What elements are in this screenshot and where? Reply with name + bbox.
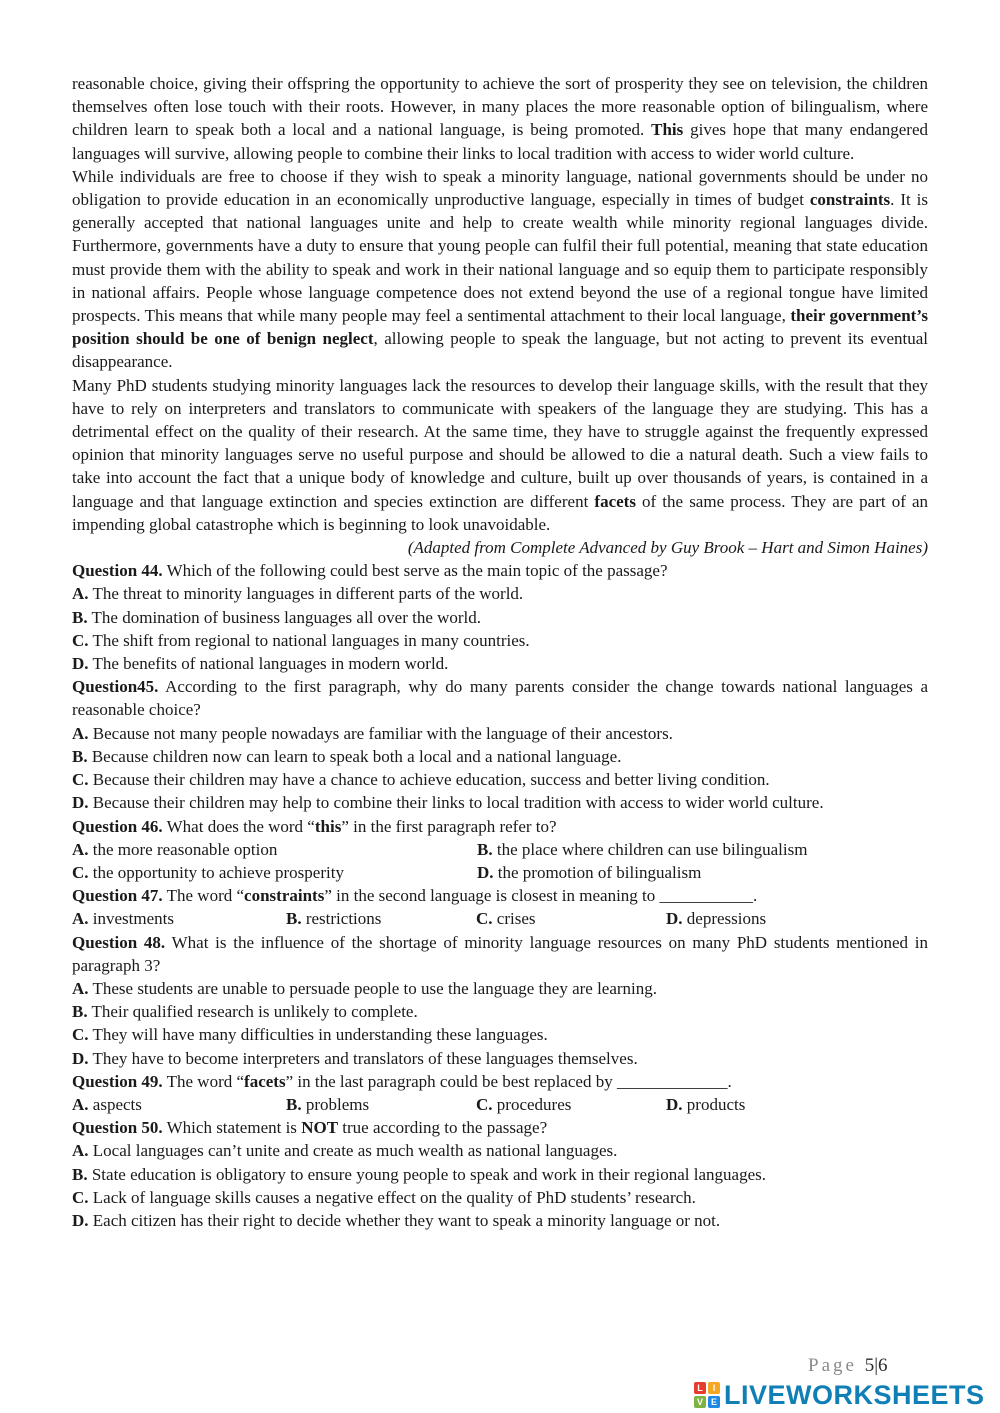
option-letter: A. [72, 584, 89, 604]
option-text: Because their children may help to combine their links to local tradition with access to wider world culture. [88, 793, 824, 813]
question-text: The word “ [162, 886, 245, 906]
q50-option-d[interactable] [72, 1209, 928, 1232]
question-50 [72, 1116, 928, 1139]
logo-tile: L [694, 1382, 706, 1394]
passage-text: reasonable choice, giving their offspring the opportunity to achieve the sort of prosperity they see on television, the children themselves often lose touch with their roots. However, in many places the more reasonable option of bilingualism, where children learn to speak both a local and a national language, is being promoted. [72, 74, 928, 140]
option-letter: A. [72, 723, 89, 743]
passage-paragraph-3 [72, 374, 928, 536]
question-keyword: this [314, 816, 342, 836]
option-letter: C. [72, 770, 89, 790]
option-letter: C. [72, 1187, 89, 1207]
option-letter: D. [72, 1048, 89, 1068]
option-text: State education is obligatory to ensure young people to speak and work in their regional languages. [87, 1164, 766, 1184]
option-text: crises [492, 909, 536, 929]
option-text: restrictions [301, 909, 382, 929]
q49-option-b[interactable] [286, 1093, 476, 1116]
q46-option-d[interactable] [477, 861, 928, 884]
option-text: Because not many people nowadays are familiar with the language of their ancestors. [88, 723, 673, 743]
q45-option-c[interactable] [72, 768, 928, 791]
option-letter: A. [72, 839, 89, 859]
q49-option-c[interactable] [476, 1093, 666, 1116]
q47-option-b[interactable] [286, 907, 476, 930]
q44-option-d[interactable] [72, 652, 928, 675]
question-keyword: facets [244, 1071, 286, 1091]
question-49 [72, 1070, 928, 1093]
option-letter: C. [72, 862, 89, 882]
option-letter: B. [477, 839, 493, 859]
option-letter: D. [666, 909, 683, 929]
option-text: the more reasonable option [88, 839, 278, 859]
bold-phrase-benign-neglect: their government’s position should be one of benign neglect [72, 306, 928, 349]
option-letter: B. [72, 607, 88, 627]
option-letter: D. [72, 793, 89, 813]
q49-option-a[interactable] [72, 1093, 286, 1116]
option-text: the promotion of bilingualism [493, 862, 702, 882]
q45-option-a[interactable] [72, 722, 928, 745]
option-letter: A. [72, 909, 89, 929]
question-label: Question 50. [72, 1118, 163, 1138]
option-letter: B. [286, 1094, 302, 1114]
q50-option-c[interactable] [72, 1186, 928, 1209]
option-letter: B. [72, 1164, 88, 1184]
q48-option-c[interactable] [72, 1023, 928, 1046]
page-count: 5|6 [864, 1355, 888, 1376]
option-text: Local languages can’t unite and create as much wealth as national languages. [88, 1141, 618, 1161]
option-text: aspects [88, 1094, 142, 1114]
question-keyword: NOT [301, 1118, 339, 1138]
question-text: Which statement is [162, 1118, 302, 1138]
bold-word-constraints: constraints [809, 190, 891, 210]
question-text: ” in the last paragraph could be best replaced by _____________. [285, 1071, 732, 1091]
q45-option-b[interactable] [72, 745, 928, 768]
question-text: According to the first paragraph, why do many parents consider the change towards national languages a reasonable choice? [72, 677, 928, 720]
option-letter: D. [72, 1210, 89, 1230]
q47-option-c[interactable] [476, 907, 666, 930]
option-text: They will have many difficulties in understanding these languages. [88, 1025, 548, 1045]
question-label: Question 48. [72, 932, 166, 952]
q50-option-a[interactable] [72, 1139, 928, 1162]
q45-option-d[interactable] [72, 791, 928, 814]
bold-word-facets: facets [594, 491, 636, 511]
question-label: Question 46. [72, 816, 163, 836]
option-text: The threat to minority languages in different parts of the world. [88, 584, 524, 604]
passage-text: . It is generally accepted that national languages unite and help to create wealth while minority regional languages divide. Furthermore, governments have a duty to ensure that young people can fulfil their full potential, meaning that state education must provide them with the ability to speak and work in their national language and so equip them to participate responsibly in national affairs. People whose language competence does not extend beyond the use of a regional tongue have limited prospects. This means that while many people may feel a sentimental attachment to their local language, [72, 190, 928, 326]
option-letter: C. [476, 1094, 493, 1114]
logo-tile: V [694, 1396, 706, 1408]
option-letter: C. [72, 1025, 89, 1045]
option-text: procedures [492, 1094, 572, 1114]
page-label: Page [808, 1355, 857, 1376]
q46-option-c[interactable] [72, 861, 477, 884]
q44-option-a[interactable] [72, 582, 928, 605]
worksheet-page [72, 72, 928, 1232]
passage-text: Many PhD students studying minority languages lack the resources to develop their language skills, with the result that they have to rely on interpreters and translators to communicate with speakers of the language they are studying. This has a detrimental effect on the quality of their research. At the same time, they have to struggle against the frequently expressed opinion that minority languages serve no useful purpose and should be allowed to die a natural death. Such a view fails to take into account the fact that a unique body of knowledge and culture, built up over thousands of years, is contained in a language and that language extinction and species extinction are different [72, 375, 928, 511]
option-letter: D. [72, 654, 89, 674]
option-text: Each citizen has their right to decide whether they want to speak a minority language or not. [88, 1210, 721, 1230]
option-letter: A. [72, 1094, 89, 1114]
option-letter: A. [72, 1141, 89, 1161]
question-47 [72, 884, 928, 907]
q49-options [72, 1093, 928, 1116]
question-text: true according to the passage? [338, 1118, 548, 1138]
passage-text: , allowing people to speak the language, but not acting to prevent its eventual disappearance. [72, 329, 928, 372]
option-text: depressions [682, 909, 767, 929]
option-text: investments [88, 909, 174, 929]
option-text: The shift from regional to national languages in many countries. [88, 630, 530, 650]
option-text: the place where children can use bilingualism [492, 839, 808, 859]
logo-tile: E [708, 1396, 720, 1408]
option-text: Because their children may have a chance to achieve education, success and better living condition. [88, 770, 770, 790]
question-label: Question 44. [72, 561, 163, 581]
question-45 [72, 675, 928, 721]
question-keyword: constraints [244, 886, 325, 906]
logo-tile: I [708, 1382, 720, 1394]
passage-text: While individuals are free to choose if they wish to speak a minority language, national governments should be under no obligation to provide education in an economically unproductive language, especially in times of budget [72, 166, 928, 210]
option-text: They have to become interpreters and translators of these languages themselves. [88, 1048, 638, 1068]
option-text: The benefits of national languages in modern world. [88, 654, 449, 674]
option-text: problems [301, 1094, 370, 1114]
q47-option-a[interactable] [72, 907, 286, 930]
bold-word-this: This [651, 120, 684, 140]
option-text: Because children now can learn to speak both a local and a national language. [87, 746, 622, 766]
q46-option-b[interactable] [477, 838, 928, 861]
question-48 [72, 931, 928, 977]
q46-option-a[interactable] [72, 838, 477, 861]
option-letter: B. [286, 909, 302, 929]
q48-option-a[interactable] [72, 977, 928, 1000]
option-letter: B. [72, 746, 88, 766]
question-label: Question 47. [72, 886, 163, 906]
q44-option-c[interactable] [72, 629, 928, 652]
option-text: The domination of business languages all over the world. [87, 607, 482, 627]
q48-option-d[interactable] [72, 1047, 928, 1070]
option-text: Lack of language skills causes a negative effect on the quality of PhD students’ research. [88, 1187, 696, 1207]
question-text: What does the word “ [162, 816, 315, 836]
q44-option-b[interactable] [72, 606, 928, 629]
q47-option-d[interactable] [666, 907, 928, 930]
liveworksheets-logo-icon [694, 1382, 720, 1408]
q49-option-d[interactable] [666, 1093, 928, 1116]
q47-options [72, 907, 928, 930]
option-text: These students are unable to persuade people to use the language they are learning. [88, 978, 658, 998]
option-text: products [682, 1094, 746, 1114]
option-letter: D. [666, 1094, 683, 1114]
question-label: Question45. [72, 677, 159, 697]
question-46 [72, 815, 928, 838]
passage-text: of the same process. They are part of an impending global catastrophe which is beginning to look unavoidable. [72, 491, 929, 534]
q46-options [72, 838, 928, 884]
option-letter: C. [72, 630, 89, 650]
option-letter: C. [476, 909, 493, 929]
passage-text: gives hope that many endangered languages will survive, allowing people to combine their links to local tradition with access to wider world culture. [72, 120, 928, 163]
question-text: ” in the second language is closest in meaning to ___________. [324, 886, 758, 906]
q48-option-b[interactable] [72, 1000, 928, 1023]
question-44 [72, 559, 928, 582]
passage-paragraph-2 [72, 165, 928, 374]
option-text: the opportunity to achieve prosperity [88, 862, 344, 882]
q50-option-b[interactable] [72, 1163, 928, 1186]
question-text: ” in the first paragraph refer to? [341, 816, 557, 836]
brand-name: LIVEWORKSHEETS [724, 1379, 985, 1410]
question-label: Question 49. [72, 1071, 163, 1091]
option-letter: D. [477, 862, 494, 882]
passage-source: (Adapted from Complete Advanced by Guy Brook – Hart and Simon Haines) [407, 538, 928, 558]
liveworksheets-brand[interactable] [694, 1380, 985, 1410]
question-text: The word “ [162, 1071, 245, 1091]
question-text: Which of the following could best serve as the main topic of the passage? [162, 561, 668, 581]
passage-paragraph-1 [72, 72, 928, 165]
question-text: What is the influence of the shortage of minority language resources on many PhD students mentioned in paragraph 3? [72, 932, 928, 975]
option-letter: B. [72, 1002, 88, 1022]
option-letter: A. [72, 978, 89, 998]
option-text: Their qualified research is unlikely to complete. [87, 1002, 418, 1022]
page-number [808, 1355, 888, 1377]
